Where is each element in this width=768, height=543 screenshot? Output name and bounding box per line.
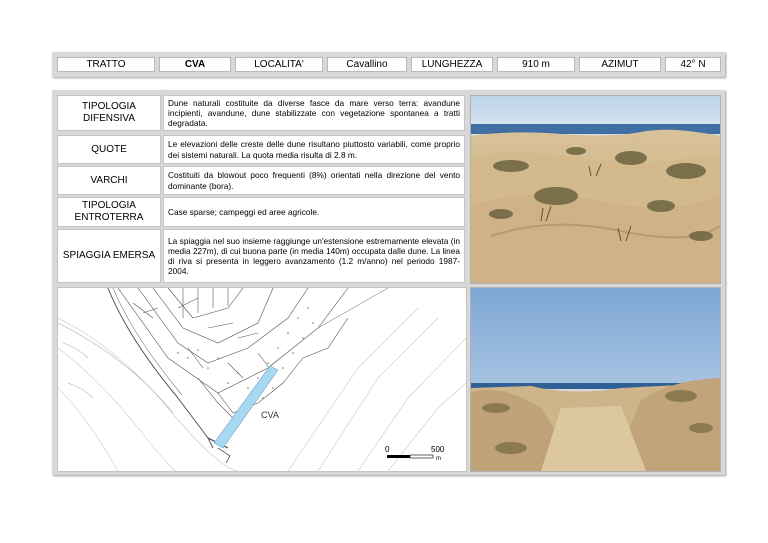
scale-start-label: 0 xyxy=(385,445,390,454)
tratto-value: CVA xyxy=(159,57,231,72)
row-text-spiaggia-emersa: La spiaggia nel suo insieme raggiunge un'estensione estremamente elevata (in media 227m), di cui buona parte (in media 140m) occupata dalle dune. La linea di riva si presenta in leggero avanzamento (1.2 m/anno) nel periodo 1987-2004. xyxy=(163,229,465,283)
localita-label: LOCALITA' xyxy=(235,57,323,72)
row-label-quote: QUOTE xyxy=(57,135,161,164)
row-label-spiaggia-emersa: SPIAGGIA EMERSA xyxy=(57,229,161,283)
lunghezza-label: LUNGHEZZA xyxy=(411,57,493,72)
azimut-label: AZIMUT xyxy=(579,57,661,72)
photo-blowout xyxy=(470,287,721,472)
coastline-map xyxy=(57,287,467,472)
row-text-tipologia-entroterra: Case sparse; campeggi ed aree agricole. xyxy=(163,197,465,227)
map-segment-label: CVA xyxy=(261,410,279,420)
scale-bar xyxy=(385,445,445,462)
photo-dunes xyxy=(470,95,721,284)
row-text-quote: Le elevazioni delle creste delle dune risultano piuttosto variabili, come proprio dei sistemi naturali. La quota media risulta di 2.8 m. xyxy=(163,135,465,164)
lunghezza-value: 910 m xyxy=(497,57,575,72)
localita-value: Cavallino xyxy=(327,57,407,72)
azimut-value: 42° N xyxy=(665,57,721,72)
main-panel xyxy=(52,90,725,475)
header-strip xyxy=(52,52,725,77)
row-text-varchi: Costituiti da blowout poco frequenti (8%) orientati nella direzione del vento dominante (bora). xyxy=(163,166,465,195)
row-label-varchi: VARCHI xyxy=(57,166,161,195)
row-label-tipologia-entroterra: TIPOLOGIA ENTROTERRA xyxy=(57,197,161,227)
scale-unit-label: m xyxy=(436,456,441,462)
cva-segment xyxy=(214,366,278,448)
row-text-tipologia-difensiva: Dune naturali costituite da diverse fasce da mare verso terra: avandune incipienti, avandune, dune stabilizzate con vegetazione spontanea a tratti degradata. xyxy=(163,95,465,131)
scale-end-label: 500 xyxy=(431,445,445,454)
row-label-tipologia-difensiva: TIPOLOGIA DIFENSIVA xyxy=(57,95,161,131)
tratto-label: TRATTO xyxy=(57,57,155,72)
